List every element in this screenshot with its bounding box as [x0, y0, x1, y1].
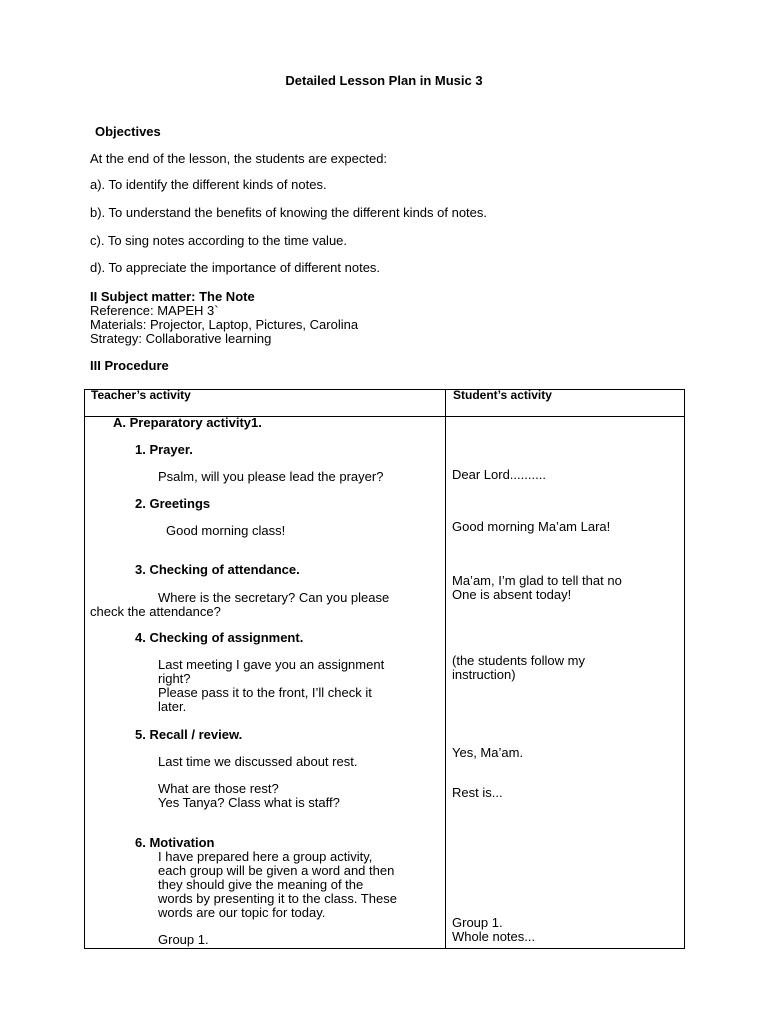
table-column-divider	[445, 389, 446, 949]
objective-item: c). To sing notes according to the time value.	[90, 233, 348, 248]
subject-matter-heading: II Subject matter: The Note	[90, 289, 255, 304]
teacher-motivation-line1: I have prepared here a group activity,	[158, 849, 373, 864]
teacher-group: Group 1.	[158, 932, 209, 947]
student-activity-header: Student’s activity	[453, 388, 552, 402]
teacher-assignment-line2: right?	[158, 671, 191, 686]
objective-item: a). To identify the different kinds of notes.	[90, 177, 327, 192]
student-group-line2: Whole notes...	[452, 929, 536, 944]
teacher-prayer: Psalm, will you please lead the prayer?	[158, 469, 384, 484]
step-heading-attendance: 3. Checking of attendance.	[135, 562, 300, 577]
student-prayer: Dear Lord..........	[452, 467, 546, 482]
teacher-motivation-line3: they should give the meaning of the	[158, 877, 364, 892]
step-heading-recall: 5. Recall / review.	[135, 727, 243, 742]
teacher-assignment-line4: later.	[158, 699, 187, 714]
student-assignment-line2: instruction)	[452, 667, 516, 682]
student-recall-line2: Rest is...	[452, 785, 503, 800]
subject-strategy: Strategy: Collaborative learning	[90, 331, 272, 346]
teacher-motivation-line2: each group will be given a word and then	[158, 863, 395, 878]
teacher-recall-line1: Last time we discussed about rest.	[158, 754, 358, 769]
teacher-attendance-line2: check the attendance?	[90, 604, 221, 619]
student-recall-line1: Yes, Ma’am.	[452, 745, 524, 760]
teacher-assignment-line3: Please pass it to the front, I’ll check it	[158, 685, 372, 700]
subject-materials: Materials: Projector, Laptop, Pictures, Carolina	[90, 317, 359, 332]
teacher-greetings: Good morning class!	[166, 523, 286, 538]
teacher-attendance-line1: Where is the secretary? Can you please	[158, 590, 390, 605]
teacher-motivation-line5: words are our topic for today.	[158, 905, 326, 920]
step-heading-greetings: 2. Greetings	[135, 496, 211, 511]
step-heading-motivation: 6. Motivation	[135, 835, 215, 850]
page-title: Detailed Lesson Plan in Music 3	[285, 73, 483, 88]
teacher-activity-header: Teacher’s activity	[91, 388, 191, 402]
procedure-heading: III Procedure	[90, 358, 169, 373]
teacher-assignment-line1: Last meeting I gave you an assignment	[158, 657, 385, 672]
student-group-line1: Group 1.	[452, 915, 503, 930]
teacher-recall-line2: What are those rest?	[158, 781, 279, 796]
student-attendance-line2: One is absent today!	[452, 587, 572, 602]
teacher-recall-line3: Yes Tanya? Class what is staff?	[158, 795, 340, 810]
student-assignment-line1: (the students follow my	[452, 653, 585, 668]
student-greetings: Good morning Ma’am Lara!	[452, 519, 611, 534]
section-a-heading: A. Preparatory activity1.	[113, 415, 262, 430]
teacher-motivation-line4: words by presenting it to the class. These	[158, 891, 397, 906]
subject-reference: Reference: MAPEH 3`	[90, 303, 219, 318]
objectives-intro: At the end of the lesson, the students are expected:	[90, 151, 388, 166]
step-heading-assignment: 4. Checking of assignment.	[135, 630, 304, 645]
objective-item: d). To appreciate the importance of different notes.	[90, 260, 381, 275]
objective-item: b). To understand the benefits of knowing the different kinds of notes.	[90, 205, 488, 220]
step-heading-prayer: 1. Prayer.	[135, 442, 193, 457]
objectives-heading: Objectives	[95, 124, 161, 139]
student-attendance-line1: Ma’am, I’m glad to tell that no	[452, 573, 622, 588]
